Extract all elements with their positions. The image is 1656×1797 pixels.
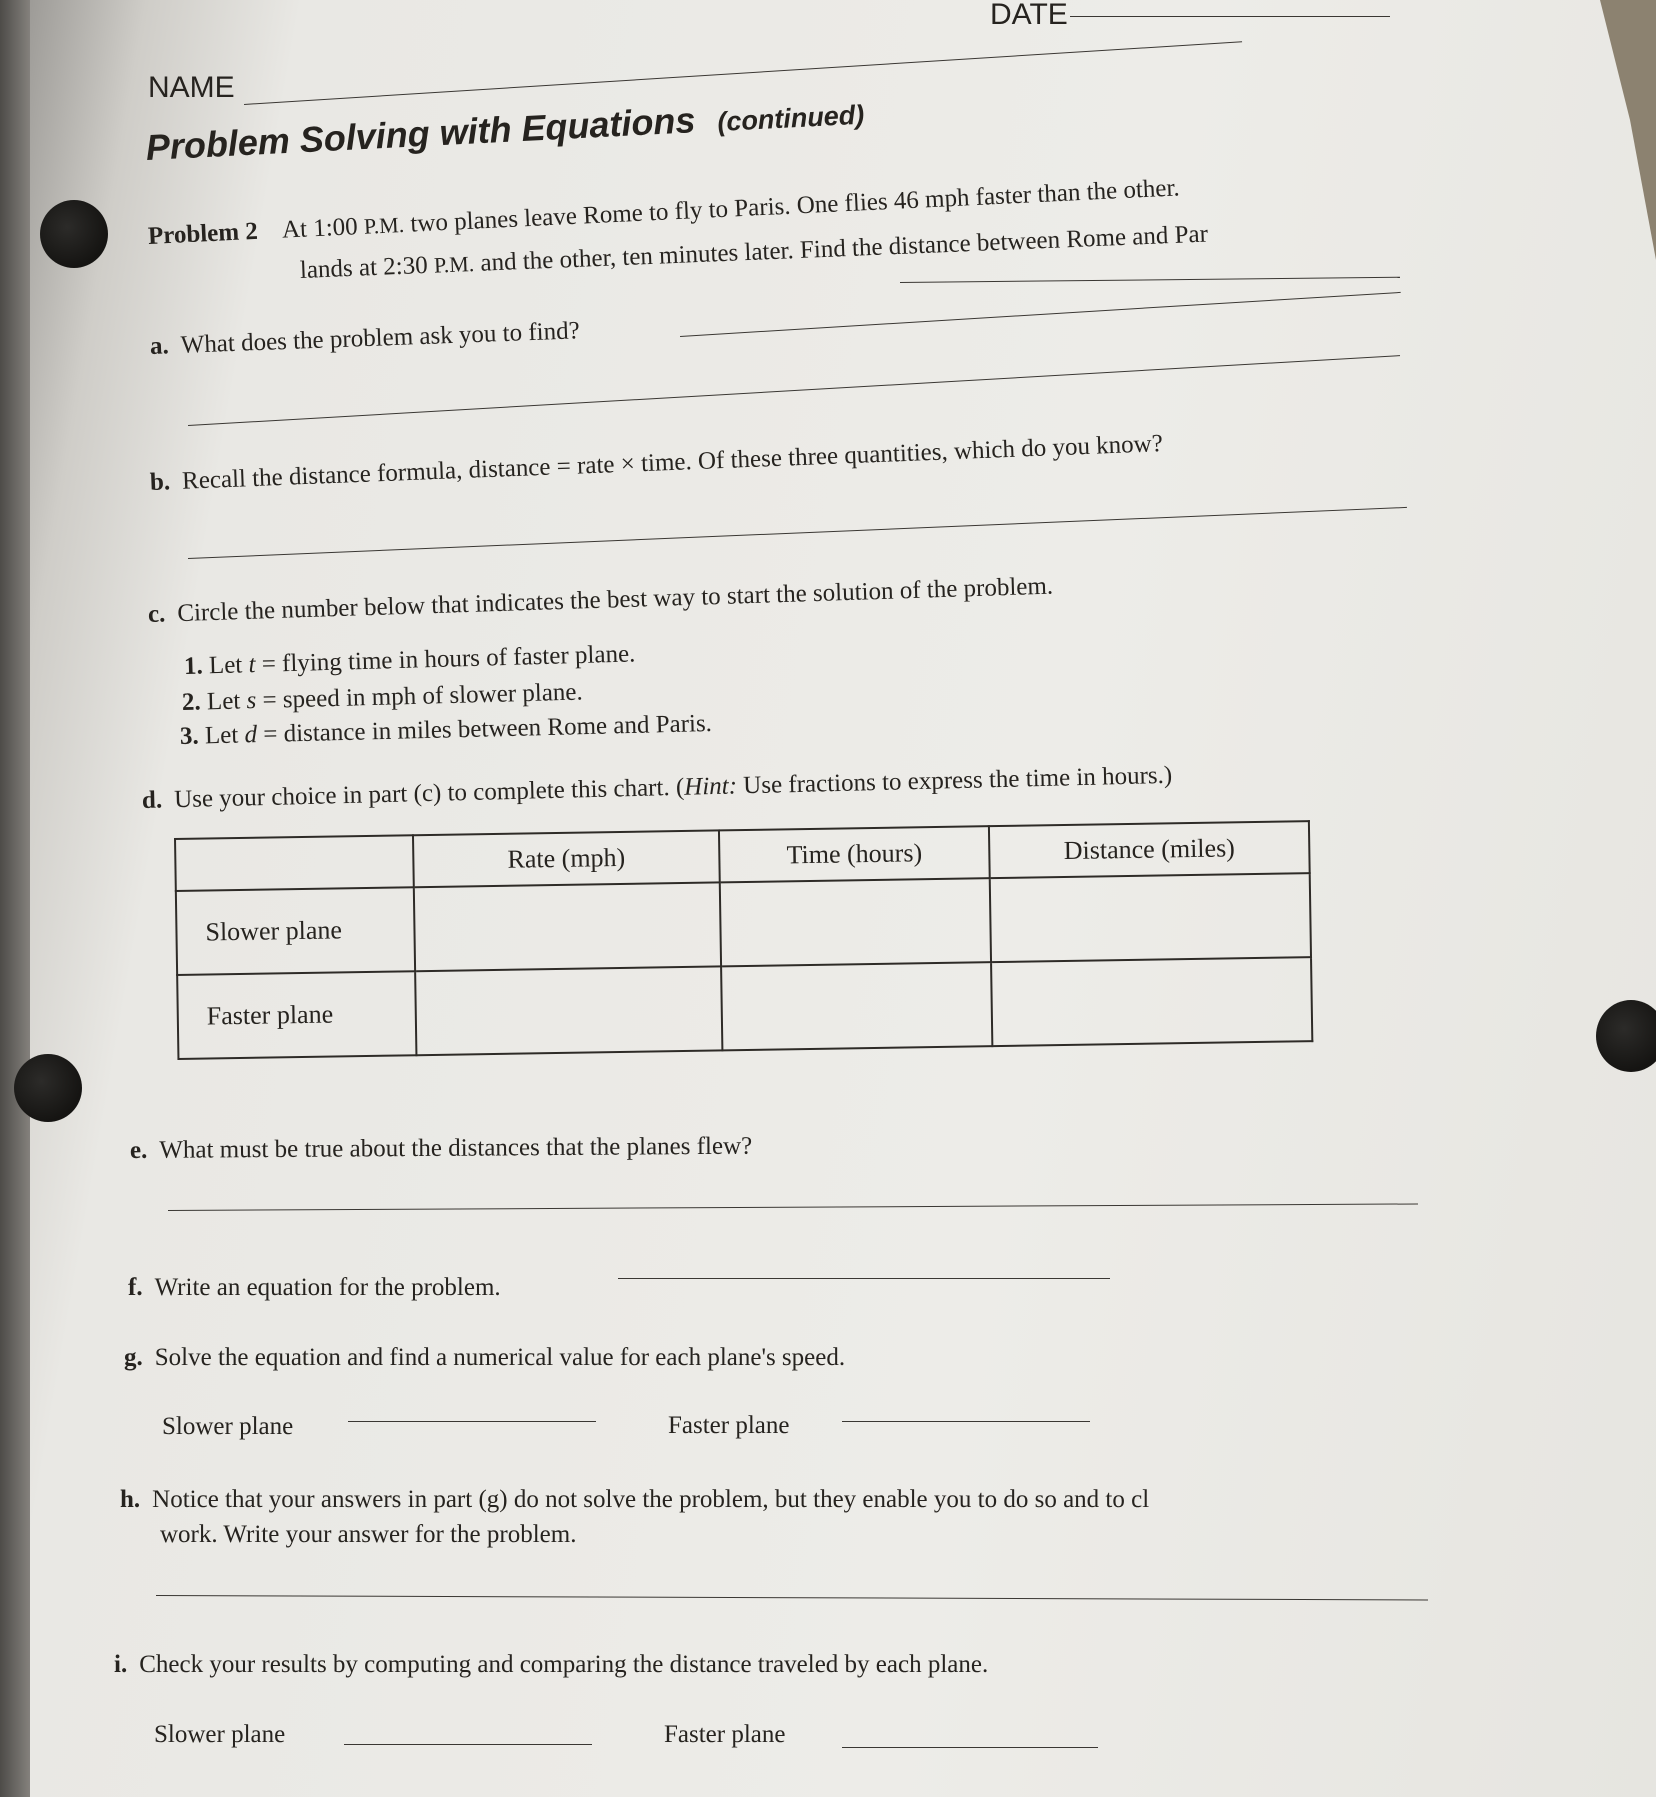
chart-cell-slower-distance[interactable] <box>990 873 1311 962</box>
rate-time-distance-chart <box>174 820 1313 1060</box>
option-3-let: Let <box>204 721 239 750</box>
part-g-question <box>124 1343 845 1373</box>
part-f-question <box>128 1273 501 1303</box>
chart-corner-cell <box>175 835 414 891</box>
part-d-text-pre: Use your choice in part (c) to complete this chart. ( <box>173 773 685 814</box>
part-f-text: Write an equation for the problem. <box>154 1274 501 1301</box>
part-b-answer-line[interactable] <box>188 507 1407 559</box>
name-label: NAME <box>148 71 235 104</box>
punch-hole-right <box>1596 1000 1656 1072</box>
part-h-question-line-1 <box>120 1485 1149 1515</box>
i-faster-answer-line[interactable] <box>842 1747 1098 1748</box>
i-slower-answer-line[interactable] <box>344 1744 592 1745</box>
part-c-text: Circle the number below that indicates the best way to start the solution of the problem. <box>176 572 1054 628</box>
chart-header-time: Time (hours) <box>719 826 990 882</box>
option-2-text: = speed in mph of slower plane. <box>262 678 584 714</box>
problem-line2-pre: lands at 2:30 <box>299 251 429 284</box>
option-1-let: Let <box>208 651 243 680</box>
option-1-number: 1. <box>183 652 204 680</box>
chart-cell-faster-distance[interactable] <box>991 957 1312 1046</box>
chart-row-label: Slower plane <box>176 887 415 975</box>
option-3-number: 3. <box>179 722 200 750</box>
punch-hole-middle <box>14 1054 82 1122</box>
part-e-letter: e. <box>129 1136 148 1164</box>
option-1-text: = flying time in hours of faster plane. <box>261 640 636 678</box>
part-h-line2: work. Write your answer for the problem. <box>160 1521 577 1548</box>
part-a-letter: a. <box>149 332 170 360</box>
part-c-option-2[interactable] <box>182 678 583 718</box>
part-a-answer-line-1[interactable] <box>680 292 1401 337</box>
punch-hole-top <box>40 200 108 268</box>
part-d-hint: Hint: <box>683 772 738 801</box>
part-b-question <box>149 429 1163 498</box>
part-a-text: What does the problem ask you to find? <box>180 317 581 359</box>
chart-row-label: Faster plane <box>177 971 416 1059</box>
equation-answer-line[interactable] <box>618 1278 1110 1279</box>
worksheet-title-suffix: (continued) <box>716 99 865 138</box>
part-g-letter: g. <box>124 1344 143 1371</box>
date-label: DATE <box>990 0 1068 31</box>
i-faster-label: Faster plane <box>664 1721 786 1748</box>
g-slower-label: Slower plane <box>162 1413 294 1440</box>
option-2-let: Let <box>206 687 241 716</box>
part-g-text: Solve the equation and find a numerical value for each plane's speed. <box>154 1344 846 1371</box>
part-d-question <box>142 761 1173 816</box>
part-f-letter: f. <box>128 1274 143 1301</box>
option-2-variable: s <box>246 687 257 715</box>
chart-cell-faster-time[interactable] <box>721 962 992 1050</box>
part-a-question <box>149 316 580 362</box>
option-2-number: 2. <box>181 688 202 716</box>
part-c-option-1[interactable] <box>184 639 636 682</box>
chart-header-rate: Rate (mph) <box>413 830 720 887</box>
problem-line1-pre: At 1:00 <box>281 213 359 244</box>
part-h-line1: Notice that your answers in part (g) do not solve the problem, but they enable you to do so and to cl <box>152 1486 1150 1513</box>
part-b-letter: b. <box>149 468 171 496</box>
part-e-answer-line[interactable] <box>168 1203 1418 1211</box>
option-1-variable: t <box>248 651 256 679</box>
part-h-letter: h. <box>120 1486 141 1513</box>
part-e-question <box>130 1132 752 1166</box>
g-faster-answer-line[interactable] <box>842 1421 1090 1422</box>
chart-row-faster <box>177 957 1312 1059</box>
part-i-text: Check your results by computing and comparing the distance traveled by each plane. <box>139 1651 989 1678</box>
i-slower-label: Slower plane <box>154 1721 286 1748</box>
chart-cell-faster-rate[interactable] <box>415 966 722 1055</box>
problem-line2-pm: P.M. <box>433 251 475 278</box>
chart-cell-slower-time[interactable] <box>720 878 991 966</box>
option-3-variable: d <box>244 721 258 749</box>
chart-header-distance: Distance (miles) <box>989 821 1310 878</box>
part-c-question <box>148 572 1054 630</box>
problem-label: Problem 2 <box>147 217 259 250</box>
part-i-question <box>114 1650 988 1680</box>
part-d-text-post: Use fractions to express the time in hours.) <box>742 761 1173 800</box>
part-h-answer-line[interactable] <box>156 1595 1428 1600</box>
date-line <box>1070 16 1390 17</box>
worksheet-title-text: Problem Solving with Equations <box>144 99 697 168</box>
part-e-text: What must be true about the distances that the planes flew? <box>159 1132 753 1164</box>
part-b-text: Recall the distance formula, distance = rate × time. Of these three quantities, which do you know? <box>181 430 1164 495</box>
problem-underline <box>900 277 1400 283</box>
part-i-letter: i. <box>114 1651 128 1678</box>
option-3-text: = distance in miles between Rome and Paris. <box>262 710 713 748</box>
name-line[interactable] <box>244 41 1242 105</box>
chart-cell-slower-rate[interactable] <box>414 882 721 971</box>
part-d-letter: d. <box>141 786 163 814</box>
part-c-letter: c. <box>147 600 166 628</box>
g-faster-label: Faster plane <box>668 1412 790 1439</box>
g-slower-answer-line[interactable] <box>348 1421 596 1422</box>
problem-line1-pm: P.M. <box>363 211 405 239</box>
part-a-answer-line-2[interactable] <box>188 355 1400 426</box>
problem-line1-post: two planes leave Rome to fly to Paris. One flies 46 mph faster than the other. <box>409 174 1181 238</box>
problem-line2-post: and the other, ten minutes later. Find the distance between Rome and Par <box>479 220 1209 277</box>
